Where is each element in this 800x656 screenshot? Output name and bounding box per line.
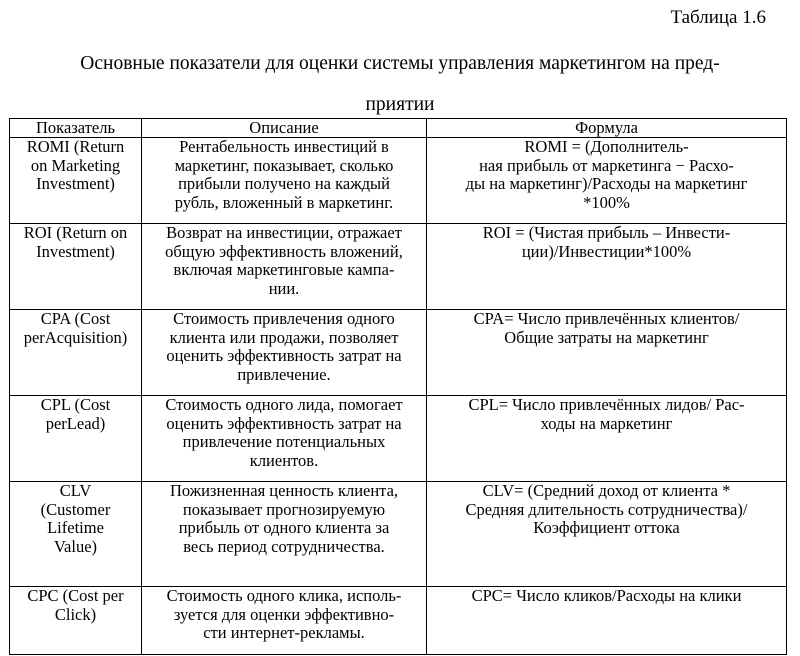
formula-cell <box>427 482 787 587</box>
header-description: Описание <box>142 119 427 138</box>
text-line: включая маркетинговые кампа- <box>173 260 395 280</box>
text-line: (Customer <box>40 499 111 519</box>
indicator-cell <box>10 138 142 224</box>
text-line: CPL= Число привлечённых лидов/ Рас- <box>468 395 745 414</box>
text-line: Общие затраты на маркетинг <box>504 327 709 347</box>
text-line: привлечение потенциальных <box>182 432 386 452</box>
text-line: ROI (Return on <box>23 223 128 242</box>
text-line: сти интернет-рекламы. <box>203 623 365 643</box>
text-line: Click) <box>54 604 97 624</box>
text-line: ная прибыль от маркетинга − Расхо- <box>479 155 734 175</box>
description-cell <box>142 482 427 587</box>
text-line: on Marketing <box>30 155 121 175</box>
title-line: Основные показатели для оценки системы управления маркетингом на пред- <box>80 53 720 74</box>
text-line: CPC (Cost per <box>27 586 124 605</box>
text-line: perLead) <box>45 413 106 433</box>
description-cell <box>142 396 427 482</box>
text-line: ции)/Инвестиции*100% <box>521 241 692 261</box>
text-line: оценить эффективность затрат на <box>166 413 402 433</box>
header-indicator: Показатель <box>10 119 142 138</box>
indicator-cell <box>10 482 142 587</box>
text-line: *100% <box>583 192 630 212</box>
text-line: CLV= (Средний доход от клиента * <box>482 481 731 500</box>
text-line: оценить эффективность затрат на <box>166 346 402 366</box>
table-row <box>10 396 787 482</box>
text-line: Стоимость привлечения одного <box>173 309 395 328</box>
text-line: зуется для оценки эффективно- <box>173 604 395 624</box>
formula-cell <box>427 396 787 482</box>
table-title <box>0 43 800 125</box>
text-line: CPC= Число кликов/Расходы на клики <box>471 586 742 605</box>
text-line: клиента или продажи, позволяет <box>169 327 399 347</box>
text-line: CLV <box>59 481 92 500</box>
text-line: клиентов. <box>249 450 319 470</box>
text-line: perAcquisition) <box>23 327 128 347</box>
table-row <box>10 587 787 655</box>
description-cell <box>142 587 427 655</box>
description-cell <box>142 138 427 224</box>
formula-cell <box>427 138 787 224</box>
text-line: Пожизненная ценность клиента, <box>169 481 399 500</box>
indicator-cell <box>10 587 142 655</box>
formula-cell <box>427 310 787 396</box>
text-line: Рентабельность инвестиций в <box>179 137 389 156</box>
text-line: показывает прогнозируемую <box>182 499 386 519</box>
description-cell <box>142 224 427 310</box>
text-line: Lifetime <box>47 518 104 538</box>
table-row <box>10 310 787 396</box>
indicator-cell <box>10 224 142 310</box>
text-line: Investment) <box>36 174 115 194</box>
title-line: приятии <box>365 94 435 115</box>
table-number: Таблица 1.6 <box>670 7 766 28</box>
text-line: маркетинг, показывает, сколько <box>174 155 394 175</box>
text-line: прибыли получено на каждый <box>178 174 390 194</box>
text-line: общую эффективность вложений, <box>165 241 403 261</box>
text-line: привлечение. <box>237 364 331 384</box>
text-line: ды на маркетинг)/Расходы на маркетинг <box>465 174 748 194</box>
table-row <box>10 138 787 224</box>
text-line: Коэффициент оттока <box>533 518 680 538</box>
text-line: прибыль от одного клиента за <box>178 518 390 538</box>
formula-cell <box>427 224 787 310</box>
description-cell <box>142 310 427 396</box>
text-line: CPL (Cost <box>40 395 111 414</box>
text-line: Средняя длительность сотрудничества)/ <box>465 499 748 519</box>
indicator-cell <box>10 310 142 396</box>
text-line: CPA (Cost <box>40 309 111 328</box>
table-row <box>10 224 787 310</box>
text-line: Возврат на инвестиции, отражает <box>166 223 402 242</box>
indicator-cell <box>10 396 142 482</box>
header-formula: Формула <box>427 119 787 138</box>
formula-cell <box>427 587 787 655</box>
text-line: ROI = (Чистая прибыль – Инвести- <box>482 223 731 242</box>
text-line: CPA= Число привлечённых клиентов/ <box>473 309 740 328</box>
text-line: Investment) <box>36 241 115 261</box>
text-line: рубль, вложенный в маркетинг. <box>174 192 394 212</box>
header-row <box>10 119 787 138</box>
text-line: Стоимость одного лида, помогает <box>165 395 403 414</box>
text-line: ROMI = (Дополнитель- <box>524 137 689 156</box>
text-line: ROMI (Return <box>26 137 125 156</box>
text-line: ходы на маркетинг <box>540 413 673 433</box>
text-line: Стоимость одного клика, исполь- <box>166 586 402 605</box>
table-row <box>10 482 787 587</box>
indicators-table <box>9 118 787 655</box>
text-line: нии. <box>268 278 300 298</box>
text-line: весь период сотрудничества. <box>183 536 385 556</box>
text-line: Value) <box>53 536 98 556</box>
